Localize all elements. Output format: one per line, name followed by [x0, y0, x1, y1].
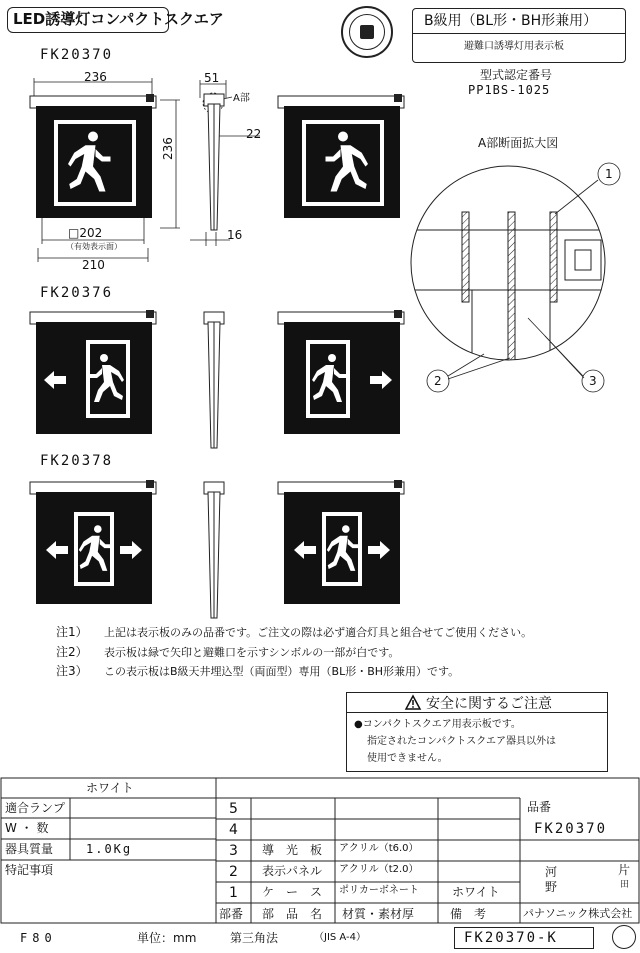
part-number: 2 [229, 864, 238, 880]
dim-22: 22 [246, 127, 262, 141]
class-label: B級用（BL形・BH形兼用） [424, 13, 598, 29]
footer-code: F80 [20, 931, 57, 945]
header-note: 備 考 [450, 907, 487, 921]
footer-unit: 単位：mm [137, 931, 197, 945]
note-label: 注1） [56, 625, 88, 639]
footer-projection: 第三角法 [230, 931, 279, 945]
panel-label: 避難口誘導灯用表示板 [464, 41, 564, 52]
a-part-label: A部 [233, 93, 250, 104]
part-material: ポリカーボネート [339, 885, 419, 896]
spec-label: 適合ランプ [5, 801, 66, 815]
dim-16: 16 [227, 228, 243, 242]
cert-number: PP1BS-1025 [468, 83, 551, 97]
header-name: 部 品 名 [262, 907, 323, 921]
part-note: ホワイト [452, 885, 500, 899]
dim-width-210: 210 [82, 258, 105, 272]
spec-label: 特記事項 [5, 863, 54, 877]
callout-1: 1 [605, 167, 613, 181]
product-value: FK20370 [534, 821, 608, 837]
callout-2: 2 [434, 374, 442, 388]
part-number: 1 [229, 885, 238, 901]
cert-label: 型式認定番号 [480, 68, 553, 82]
spec-value: 1.0Kg [86, 842, 133, 856]
model-label-fk20376: FK20376 [40, 285, 114, 301]
note-text: この表示板はB級天井埋込型（両面型）専用（BL形・BH形兼用）です。 [104, 665, 460, 678]
drawing-number: FK20370-K [464, 930, 558, 946]
part-material: アクリル（t6.0） [339, 843, 419, 854]
sign-kata: 片 [618, 863, 631, 877]
dim-height-236: 236 [161, 137, 175, 160]
footer-paper: （JIS A-4） [314, 932, 367, 943]
spec-label: 器具質量 [5, 842, 54, 856]
note-text: 上記は表示板のみの品番です。ご注文の際は必ず適合灯具と組合せてご使用ください。 [104, 626, 533, 639]
table-color: ホワイト [86, 781, 134, 795]
header-material: 材質・素材厚 [342, 907, 415, 921]
company-name: パナソニック株式会社 [523, 907, 633, 920]
revision-circle [612, 925, 636, 949]
part-name: 導 光 板 [262, 843, 323, 857]
safety-title: 安全に関するご注意 [426, 696, 552, 712]
part-name: 表示パネル [262, 864, 323, 878]
part-number: 3 [229, 843, 238, 859]
sign-ta: 田 [620, 880, 630, 890]
part-number: 5 [229, 801, 238, 817]
safety-line-3: 使用できません。 [367, 753, 448, 764]
safety-line-2: 指定されたコンパクトスクエア器具以外は [367, 736, 556, 747]
note-text: 表示板は緑で矢印と避難口を示すシンボルの一部が白です。 [104, 646, 400, 659]
part-number: 4 [229, 822, 238, 838]
spec-label: W ・ 数 [5, 821, 49, 835]
part-material: アクリル（t2.0） [339, 864, 419, 875]
dim-visible-note: （有効表示面） [66, 242, 122, 251]
model-label-fk20370: FK20370 [40, 47, 114, 63]
model-label-fk20378: FK20378 [40, 453, 114, 469]
safety-line-1: ●コンパクトスクエア用表示板です。 [354, 719, 521, 730]
dim-width-236: 236 [84, 70, 107, 84]
header-no: 部番 [219, 907, 244, 921]
note-label: 注3） [56, 664, 88, 678]
dim-depth-51: 51 [204, 71, 220, 85]
product-label: 品番 [527, 800, 552, 814]
note-label: 注2） [56, 645, 88, 659]
sign-no: 野 [545, 880, 558, 894]
dim-visible-202: □202 [68, 226, 103, 240]
sign-kawa: 河 [545, 865, 558, 879]
callout-3: 3 [589, 374, 597, 388]
part-name: ケ ー ス [262, 885, 323, 899]
detail-title: A部断面拡大図 [478, 136, 559, 150]
page-title: LED誘導灯コンパクトスクエア [13, 10, 224, 28]
